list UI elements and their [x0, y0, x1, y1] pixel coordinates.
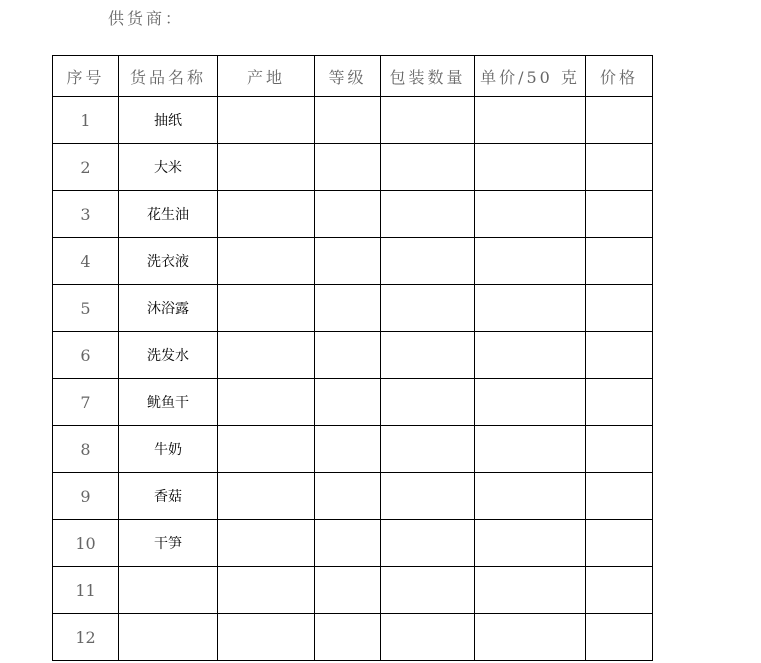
cell-origin [218, 144, 315, 191]
table-row [53, 238, 653, 285]
cell-unit-price [475, 379, 586, 426]
cell-pack-qty [381, 567, 475, 614]
cell-item-name: 干笋 [119, 520, 218, 567]
cell-pack-qty [381, 426, 475, 473]
cell-seq: 12 [53, 614, 119, 661]
cell-seq: 9 [53, 473, 119, 520]
cell-seq: 10 [53, 520, 119, 567]
supplier-label: 供货商： [108, 9, 185, 28]
cell-pack-qty [381, 97, 475, 144]
cell-seq: 1 [53, 97, 119, 144]
table-row [53, 614, 653, 661]
table-row [53, 520, 653, 567]
header-item-name: 货品名称 [119, 56, 218, 97]
goods-table [52, 55, 653, 661]
cell-unit-price [475, 191, 586, 238]
cell-pack-qty [381, 285, 475, 332]
cell-origin [218, 520, 315, 567]
header-seq: 序号 [53, 56, 119, 97]
cell-price [586, 97, 653, 144]
cell-pack-qty [381, 191, 475, 238]
cell-grade [315, 614, 381, 661]
cell-origin [218, 238, 315, 285]
header-pack-qty: 包装数量 [381, 56, 475, 97]
cell-unit-price [475, 520, 586, 567]
cell-seq: 11 [53, 567, 119, 614]
cell-unit-price [475, 332, 586, 379]
cell-item-name: 鱿鱼干 [119, 379, 218, 426]
cell-price [586, 144, 653, 191]
cell-seq: 7 [53, 379, 119, 426]
cell-origin [218, 285, 315, 332]
cell-seq: 3 [53, 191, 119, 238]
table-row [53, 567, 653, 614]
table-row [53, 191, 653, 238]
cell-price [586, 379, 653, 426]
cell-origin [218, 614, 315, 661]
cell-origin [218, 97, 315, 144]
cell-seq: 6 [53, 332, 119, 379]
cell-item-name: 洗发水 [119, 332, 218, 379]
table-row [53, 144, 653, 191]
cell-item-name: 香菇 [119, 473, 218, 520]
cell-item-name [119, 567, 218, 614]
cell-grade [315, 473, 381, 520]
cell-origin [218, 426, 315, 473]
cell-unit-price [475, 97, 586, 144]
cell-grade [315, 567, 381, 614]
cell-price [586, 520, 653, 567]
cell-seq: 4 [53, 238, 119, 285]
header-unit-price: 单价/50 克 [475, 56, 586, 97]
cell-price [586, 614, 653, 661]
cell-origin [218, 473, 315, 520]
cell-grade [315, 379, 381, 426]
cell-pack-qty [381, 144, 475, 191]
table-row [53, 426, 653, 473]
cell-price [586, 567, 653, 614]
cell-price [586, 473, 653, 520]
cell-item-name: 牛奶 [119, 426, 218, 473]
cell-price [586, 191, 653, 238]
cell-grade [315, 144, 381, 191]
cell-unit-price [475, 238, 586, 285]
cell-price [586, 285, 653, 332]
cell-item-name: 抽纸 [119, 97, 218, 144]
cell-price [586, 332, 653, 379]
table-row [53, 97, 653, 144]
cell-unit-price [475, 426, 586, 473]
cell-item-name: 花生油 [119, 191, 218, 238]
table-header-row [53, 56, 653, 97]
cell-grade [315, 426, 381, 473]
cell-item-name: 大米 [119, 144, 218, 191]
cell-grade [315, 332, 381, 379]
table-row [53, 332, 653, 379]
cell-grade [315, 520, 381, 567]
cell-unit-price [475, 473, 586, 520]
cell-price [586, 426, 653, 473]
header-price: 价格 [586, 56, 653, 97]
table-row [53, 379, 653, 426]
cell-origin [218, 379, 315, 426]
cell-pack-qty [381, 332, 475, 379]
cell-seq: 5 [53, 285, 119, 332]
cell-grade [315, 97, 381, 144]
cell-origin [218, 567, 315, 614]
header-grade: 等级 [315, 56, 381, 97]
cell-item-name [119, 614, 218, 661]
cell-item-name: 沐浴露 [119, 285, 218, 332]
cell-pack-qty [381, 379, 475, 426]
cell-grade [315, 285, 381, 332]
table-row [53, 285, 653, 332]
table-row [53, 473, 653, 520]
cell-seq: 2 [53, 144, 119, 191]
cell-origin [218, 191, 315, 238]
cell-grade [315, 191, 381, 238]
cell-unit-price [475, 144, 586, 191]
cell-unit-price [475, 285, 586, 332]
header-origin: 产地 [218, 56, 315, 97]
cell-item-name: 洗衣液 [119, 238, 218, 285]
cell-unit-price [475, 567, 586, 614]
cell-pack-qty [381, 614, 475, 661]
cell-origin [218, 332, 315, 379]
cell-pack-qty [381, 238, 475, 285]
cell-unit-price [475, 614, 586, 661]
cell-seq: 8 [53, 426, 119, 473]
cell-grade [315, 238, 381, 285]
cell-price [586, 238, 653, 285]
cell-pack-qty [381, 473, 475, 520]
cell-pack-qty [381, 520, 475, 567]
